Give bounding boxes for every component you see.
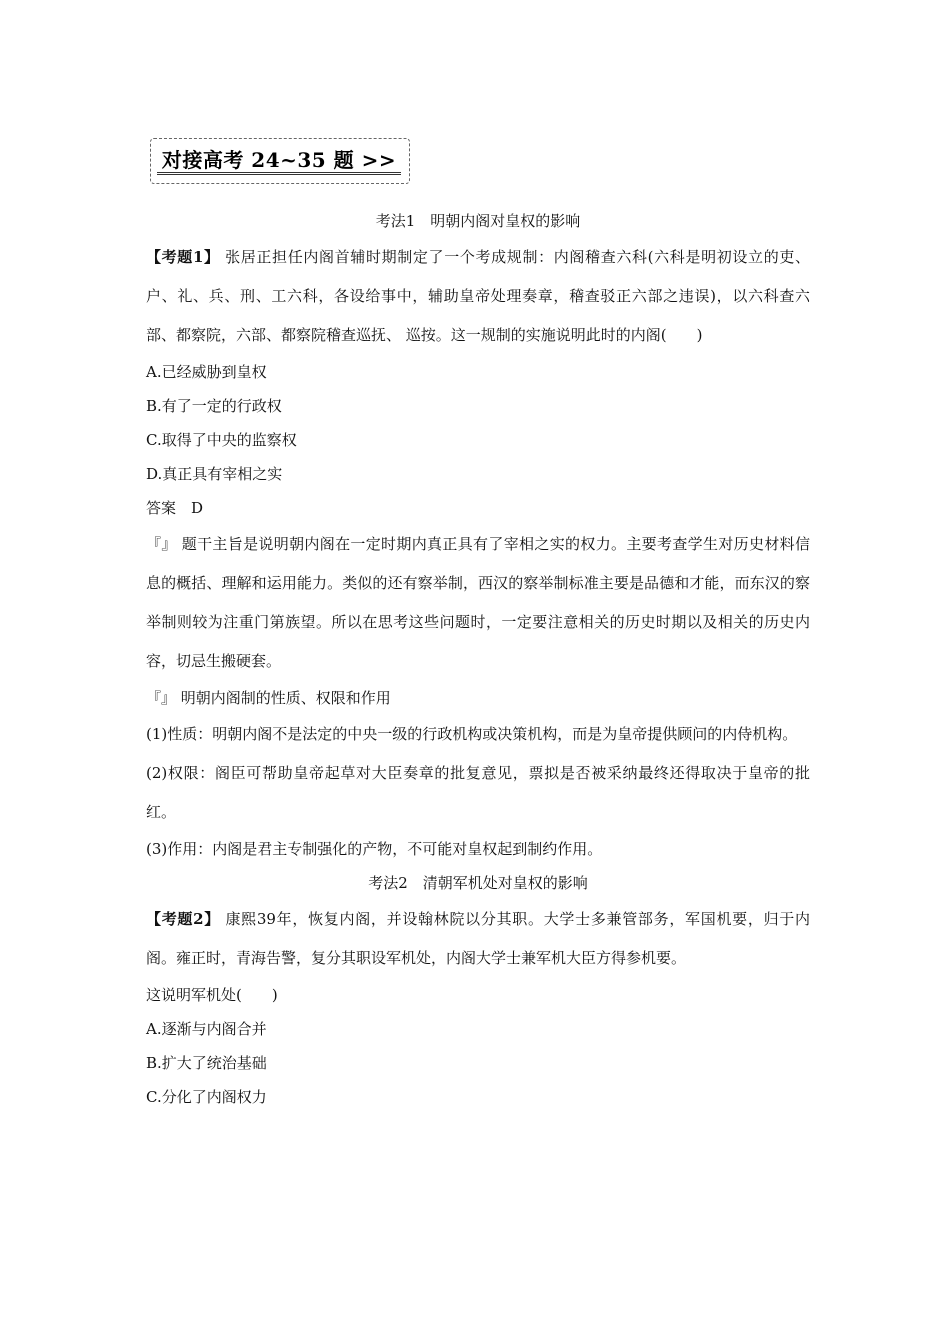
q2-option-c: C.分化了内阁权力 [146,1088,267,1106]
section-banner [150,138,410,184]
document-body [146,204,810,1114]
question-1-text: 张居正担任内阁首辅时期制定了一个考成规制：内阁稽查六科(六科是明初设立的吏、户、礼、兵、刑、工六科，各设给事中，辅助皇帝处理奏章，稽查驳正六部之违误)，以六科查六部、都察院，六部、都察院稽查巡抚、 巡按。这一规制的实施说明此时的内阁( ) [146,248,811,344]
section-title-1: 考法1 明朝内阁对皇权的影响 [375,212,581,230]
question-2-stem: 这说明军机处( ) [146,986,278,1004]
q1-point-3: (3)作用：内阁是君主专制强化的产物，不可能对皇权起到制约作用。 [146,840,603,858]
q1-option-b: B.有了一定的行政权 [146,397,282,415]
banner-title: 对接高考 24~35 题 >> [157,145,401,175]
section-title-2: 考法2 清朝军机处对皇权的影响 [368,874,588,892]
q2-option-b: B.扩大了统治基础 [146,1054,267,1072]
question-2-text: 康熙39年，恢复内阁，并设翰林院以分其职。大学士多兼管部务，军国机要，归于内阁。雍正时，青海告警，复分其职设军机处，内阁大学士兼军机大臣方得参机要。 [146,910,811,967]
q1-point-1: (1)性质：明朝内阁不是法定的中央一级的行政机构或决策机构，而是为皇帝提供顾问的内侍机构。 [146,725,798,743]
question-2-tag: 【考题2】 [146,910,220,928]
q1-option-d: D.真正具有宰相之实 [146,465,283,483]
q1-point-title: 『』 明朝内阁制的性质、权限和作用 [146,689,391,707]
q1-point-2: (2)权限：阁臣可帮助皇帝起草对大臣奏章的批复意见，票拟是否被采纳最终还得取决于皇帝的批红。 [146,764,810,821]
q1-answer: 答案 D [146,499,204,517]
question-2 [146,900,810,978]
q1-option-c: C.取得了中央的监察权 [146,431,297,449]
q1-option-a: A.已经威胁到皇权 [146,363,267,381]
question-1-tag: 【考题1】 [146,248,220,266]
q2-option-a: A.逐渐与内阁合并 [146,1020,267,1038]
question-1 [146,238,810,355]
q1-analysis: 『』 题干主旨是说明朝内阁在一定时期内真正具有了宰相之实的权力。主要考查学生对历史材料信息的概括、理解和运用能力。类似的还有察举制，西汉的察举制标准主要是品德和才能，而东汉的察举制则较为注重门第族望。所以在思考这些问题时，一定要注意相关的历史时期以及相关的历史内容，切忌生搬硬套。 [146,535,810,670]
